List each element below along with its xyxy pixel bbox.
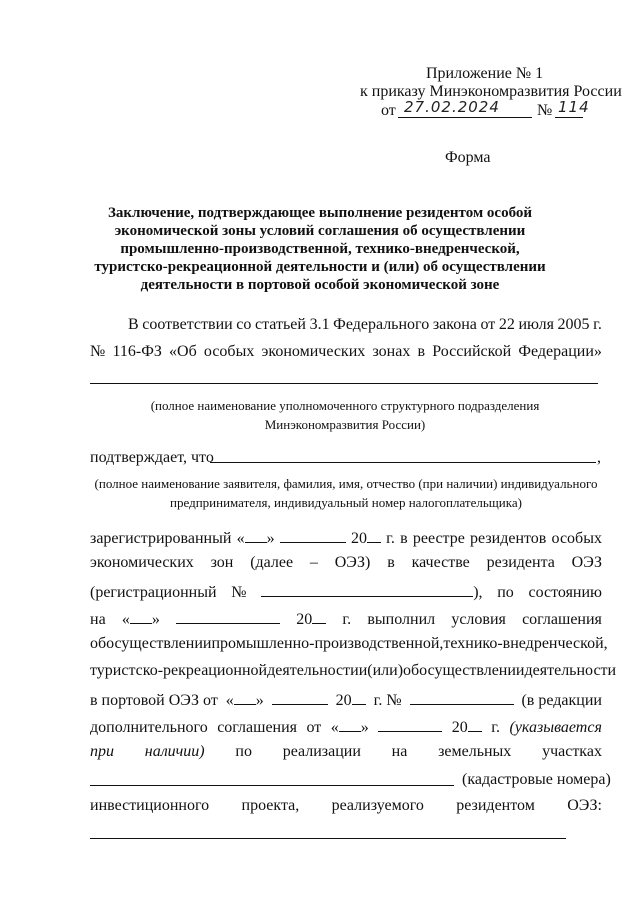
- confirms-label: подтверждает, что: [90, 449, 214, 466]
- intro-line-1: [128, 316, 602, 334]
- para-line-2: [90, 554, 602, 572]
- year-prefix: 20: [335, 692, 352, 709]
- quote: «: [121, 611, 130, 628]
- word: 116-ФЗ: [112, 343, 162, 360]
- word: (или): [367, 662, 404, 679]
- caption-applicant: [90, 474, 602, 512]
- handwritten-date: 27.02.2024: [404, 98, 500, 116]
- word: по: [497, 584, 514, 601]
- word: (регистрационный: [90, 584, 217, 601]
- word: 22: [498, 316, 515, 333]
- caption-line: Минэкономразвития России): [264, 417, 426, 432]
- word: при: [90, 743, 114, 760]
- caption-authority: [90, 396, 600, 434]
- quote: «: [330, 719, 339, 736]
- word: соглашения: [217, 719, 298, 736]
- word: дополнительного: [90, 719, 208, 736]
- word: зарегистрированный: [90, 530, 232, 547]
- word: туристско-рекреационной: [90, 662, 268, 679]
- para-line-8: [90, 716, 602, 737]
- word: 3.1: [309, 316, 330, 333]
- year-blank-group: [452, 716, 482, 737]
- word: промышленно-производственной,: [211, 635, 444, 652]
- word: инвестиционного: [90, 797, 210, 814]
- day-blank[interactable]: [234, 689, 256, 705]
- para-line-6: [90, 662, 617, 680]
- day-blank[interactable]: [130, 608, 152, 624]
- registration-number-blank[interactable]: [261, 581, 473, 597]
- caption-line: (полное наименование заявителя, фамилия, имя, отчество (при наличии) индивидуального: [94, 476, 598, 491]
- word: зонах: [372, 343, 411, 360]
- word: резидентом: [456, 797, 535, 814]
- word: об: [90, 635, 107, 652]
- word: в: [417, 343, 426, 360]
- year-blank[interactable]: [352, 689, 366, 705]
- word: в портовой ОЭЗ от: [90, 692, 218, 709]
- day-blank-group: [237, 527, 275, 548]
- word: Российской: [432, 343, 512, 360]
- month-blank[interactable]: [176, 608, 280, 624]
- word: «Об: [169, 343, 197, 360]
- handwritten-number: 114: [558, 98, 590, 116]
- word: 2005: [557, 316, 590, 333]
- word: июля: [518, 316, 554, 333]
- word: особых: [203, 343, 255, 360]
- word: зон: [210, 554, 234, 571]
- word: и: [358, 662, 368, 679]
- authority-name-field[interactable]: [90, 383, 598, 384]
- appendix-label: Приложение № 1: [426, 65, 544, 82]
- word: –: [309, 554, 318, 571]
- title-line: экономической зоны условий соглашения об осуществлении: [114, 223, 526, 239]
- day-blank-group: [331, 716, 369, 737]
- year-blank[interactable]: [367, 527, 381, 543]
- word: г. №: [373, 692, 402, 709]
- year-blank-group: [351, 527, 381, 548]
- word: реестре: [412, 530, 465, 547]
- para-line-3: [90, 581, 602, 602]
- quote: »: [151, 611, 160, 628]
- word: деятельности: [524, 662, 617, 679]
- reg-number-group: [261, 581, 482, 602]
- word: земельных: [438, 743, 512, 760]
- day-blank[interactable]: [245, 527, 267, 543]
- year-blank[interactable]: [312, 608, 326, 624]
- word: г.: [491, 719, 500, 736]
- word: технико-внедренческой,: [443, 635, 608, 652]
- day-blank-group: [122, 608, 160, 629]
- word: (в редакции: [521, 692, 602, 709]
- word: деятельности: [267, 662, 359, 679]
- confirms-comma: ,: [597, 449, 601, 466]
- word: наличии): [144, 743, 205, 760]
- project-name-field[interactable]: [90, 838, 566, 839]
- date-underline: [398, 117, 532, 118]
- word: от: [306, 719, 322, 736]
- year-blank-group: [296, 608, 326, 629]
- quote: »: [360, 719, 369, 736]
- word: закона: [432, 316, 477, 333]
- word: состоянию: [528, 584, 602, 601]
- para-line-1: [90, 527, 602, 548]
- word: по: [235, 743, 252, 760]
- word: резидентов: [470, 530, 547, 547]
- word: осуществлении: [419, 662, 525, 679]
- quote: »: [266, 530, 275, 547]
- word: реализуемого: [331, 797, 424, 814]
- quote: »: [255, 692, 264, 709]
- word: статьей: [255, 316, 306, 333]
- year-prefix: 20: [296, 611, 313, 628]
- title-line: туристско-рекреационной деятельности и (или) об осуществлении: [94, 259, 546, 275]
- form-label: Форма: [445, 149, 491, 166]
- word: (указывается: [509, 719, 602, 736]
- order-line: к приказу Минэкономразвития России: [360, 83, 622, 100]
- caption-line: (полное наименование уполномоченного структурного подразделения: [150, 398, 540, 413]
- word: Федерального: [333, 316, 430, 333]
- date-prefix: от: [381, 102, 396, 119]
- para-line-7: [90, 689, 602, 710]
- word: ОЭЗ:: [567, 797, 602, 814]
- word: на: [90, 611, 106, 628]
- document-title: [80, 204, 560, 294]
- word: реализации: [282, 743, 361, 760]
- year-prefix: 20: [451, 719, 468, 736]
- word: экономических: [261, 343, 366, 360]
- word: проекта,: [241, 797, 300, 814]
- title-line: промышленно-производственной, технико-внедренческой,: [120, 241, 520, 257]
- word: в: [387, 554, 395, 571]
- title-line: деятельности в портовой особой экономической зоне: [140, 277, 500, 293]
- word: условия: [451, 611, 506, 628]
- word: выполнил: [367, 611, 436, 628]
- para-line-4: [90, 608, 602, 629]
- day-blank-group: [226, 689, 264, 710]
- word: (далее: [250, 554, 294, 571]
- word: соответствии: [142, 316, 233, 333]
- word: на: [391, 743, 408, 760]
- intro-line-2: [90, 343, 602, 361]
- quote: «: [225, 692, 234, 709]
- month-blank[interactable]: [272, 689, 328, 705]
- para-line-11: [90, 797, 602, 815]
- word: в: [400, 530, 408, 547]
- word: ОЭЗ: [571, 554, 602, 571]
- year-blank-group: [336, 689, 366, 710]
- cadastral-numbers-field[interactable]: [90, 785, 454, 786]
- word: №: [231, 584, 247, 601]
- word: г.: [342, 611, 352, 628]
- number-underline: [555, 117, 583, 118]
- word: качестве: [411, 554, 470, 571]
- word: В: [128, 316, 139, 333]
- para-line-5: [90, 635, 608, 653]
- word: особых: [551, 530, 602, 547]
- cadastral-label: (кадастровые номера): [462, 771, 611, 788]
- word: резидента: [486, 554, 555, 571]
- year-prefix: 20: [350, 530, 367, 547]
- word: участках: [542, 743, 602, 760]
- year-blank[interactable]: [468, 716, 482, 732]
- month-blank[interactable]: [378, 716, 442, 732]
- word: г.: [593, 316, 602, 333]
- word: ОЭЗ): [334, 554, 371, 571]
- para-line-9: [90, 743, 602, 761]
- word: ),: [473, 584, 483, 601]
- word: №: [90, 343, 106, 360]
- word: осуществлении: [106, 635, 212, 652]
- agreement-number-blank[interactable]: [410, 689, 514, 705]
- word: от: [480, 316, 496, 333]
- quote: «: [236, 530, 245, 547]
- month-blank[interactable]: [280, 527, 346, 543]
- word: г.: [386, 530, 395, 547]
- word: об: [403, 662, 420, 679]
- word: экономических: [90, 554, 194, 571]
- number-prefix: №: [537, 102, 553, 119]
- title-line: Заключение, подтверждающее выполнение резидентом особой: [107, 205, 533, 221]
- caption-line: предпринимателя, индивидуальный номер налогоплательщика): [170, 495, 522, 510]
- day-blank[interactable]: [339, 716, 361, 732]
- applicant-name-field[interactable]: [210, 462, 596, 463]
- word: со: [236, 316, 252, 333]
- word: соглашения: [522, 611, 602, 628]
- word: Федерации»: [518, 343, 602, 360]
